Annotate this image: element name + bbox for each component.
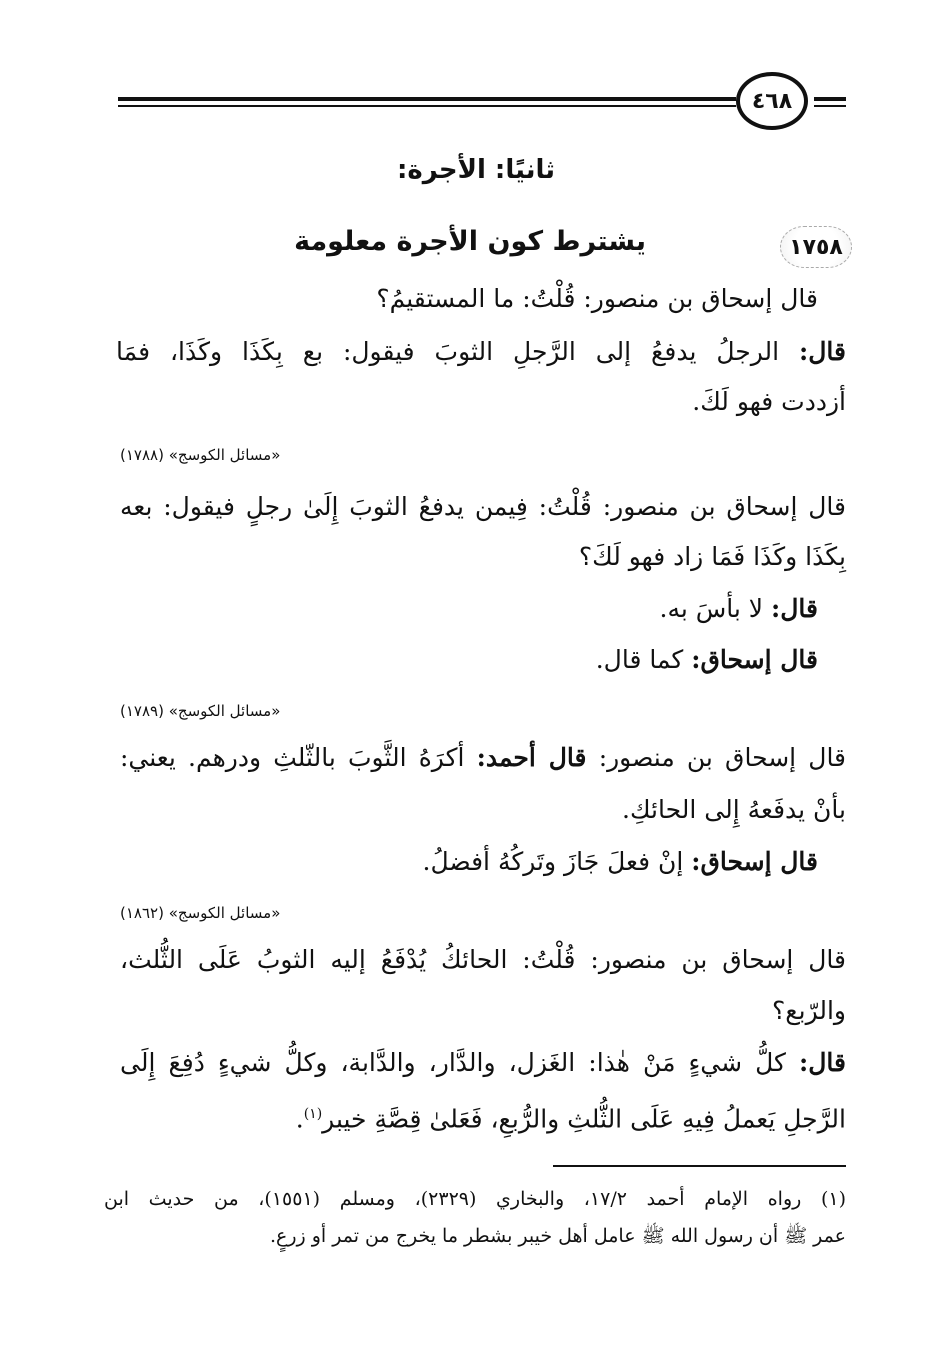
- speaker-label: قال:: [799, 337, 846, 366]
- source-reference-1: «مسائل الكوسج» (١٧٨٨): [120, 446, 281, 464]
- answer-text: الرجلُ يدفعُ إلى الرَّجلِ الثوبَ فيقول: بع بِكَذَا وكَذَا، فمَا: [116, 337, 780, 366]
- entry-number-badge: ١٧٥٨: [780, 226, 852, 268]
- paragraph-answer-3-line2: الرَّجلِ يَعملُ فِيهِ عَلَى الثُّلثِ والرُّبعِ، فَعَلىٰ قِصَّةِ خيبر$^{(١)}$.: [295, 1104, 846, 1134]
- header-rule: [118, 97, 736, 101]
- answer-text: كما قال.: [595, 645, 684, 674]
- entry-title: يشترط كون الأجرة معلومة: [294, 226, 646, 257]
- paragraph-ishaq-2: [423, 845, 818, 879]
- footnote-marker: (١): [820, 1188, 847, 1210]
- paragraph-answer-2: [660, 592, 818, 626]
- section-title: ثانيًا: الأجرة:: [396, 155, 555, 185]
- header-rule-thin: [118, 105, 736, 107]
- paragraph-answer-1-line2: أزددت فهو لَكَ.: [692, 387, 846, 416]
- header-rule-right: [814, 97, 846, 101]
- answer-text: إنْ فعلَ جَازَ وتَركُهُ أفضلُ.: [422, 847, 684, 876]
- paragraph-answer-3-line1: [120, 1046, 846, 1080]
- speaker-label: قال إسحاق:: [691, 645, 818, 674]
- source-reference-2: «مسائل الكوسج» (١٧٨٩): [120, 702, 281, 720]
- paragraph-question-2-line1: قال إسحاق بن منصور: قُلْتُ: فِيمن يدفعُ الثوبَ إِلَىٰ رجلٍ فيقول: بعه: [120, 492, 846, 521]
- footnote-ref[interactable]: (١): [303, 1106, 323, 1122]
- paragraph-question-3-line2: والرّبع؟: [772, 996, 846, 1025]
- answer-text: الرَّجلِ يَعملُ فِيهِ عَلَى الثُّلثِ والرُّبعِ، فَعَلىٰ قِصَّةِ خيبر: [322, 1104, 846, 1134]
- paragraph-question-3-line1: قال إسحاق بن منصور: قُلْتُ: الحائكُ يُدْفَعُ إليه الثوبُ عَلَى الثُّلث،: [120, 945, 846, 974]
- paragraph-question-2-line2: بِكَذَا وكَذَا فَمَا زاد فهو لَكَ؟: [578, 542, 846, 571]
- footnote-text: رواه الإمام أحمد ١٧/٢، والبخاري (٢٣٢٩)، ومسلم (١٥٥١)، من حديث ابن: [104, 1188, 802, 1210]
- paragraph-ahmad-line1: [120, 741, 846, 775]
- page-number: ٤٦٨: [736, 72, 808, 130]
- answer-text: لا بأسَ به.: [659, 594, 764, 623]
- answer-text: أكرَهُ الثَّوبَ بالثّلثِ ودرهم. يعني:: [120, 743, 465, 772]
- speaker-label: قال أحمد:: [476, 743, 587, 772]
- speaker-label: قال:: [799, 1048, 846, 1077]
- footnote-line1: [104, 1185, 846, 1213]
- source-reference-3: «مسائل الكوسج» (١٨٦٢): [120, 904, 281, 922]
- answer-text: كلُّ شيءٍ مَنْ هٰذا: الغَزل، والدَّار، والدَّابة، وكلُّ شيءٍ دُفِعَ إِلَى: [120, 1048, 786, 1077]
- question-prefix: قال إسحاق بن منصور:: [598, 743, 847, 772]
- paragraph-question-1: قال إسحاق بن منصور: قُلْتُ: ما المستقيمُ؟: [376, 284, 818, 313]
- footnote-divider: [553, 1165, 846, 1167]
- footnote-line2: عمر ﷺ أن رسول الله ﷺ عامل أهل خيبر بشطر ما يخرج من تمر أو زرعٍ.: [269, 1225, 846, 1247]
- speaker-label: قال إسحاق:: [691, 847, 818, 876]
- paragraph-answer-1-line1: [116, 335, 846, 369]
- speaker-label: قال:: [771, 594, 818, 623]
- paragraph-ishaq-1: [596, 643, 818, 677]
- header-rule-right-thin: [814, 105, 846, 107]
- paragraph-ahmad-line2: بأنْ يدفَعهُ إِلى الحائكِ.: [622, 795, 846, 824]
